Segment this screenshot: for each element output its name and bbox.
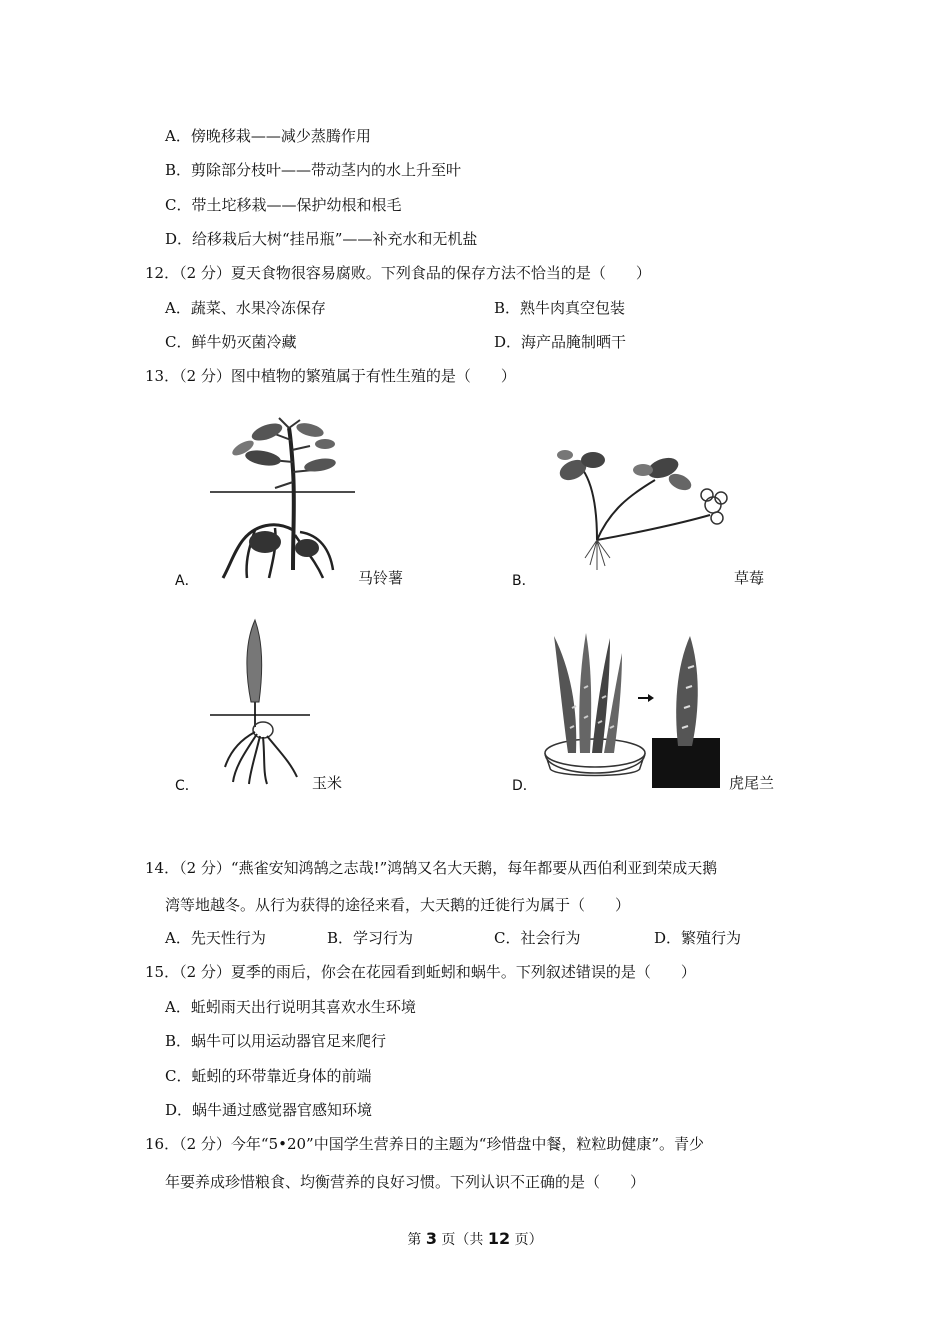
figure-b-name: 草莓 [734, 569, 765, 587]
q14-option-d: D．繁殖行为 [654, 929, 742, 947]
q14-stem-line2: 湾等地越冬。从行为获得的途径来看，大天鹅的迁徙行为属于（ ） [165, 896, 631, 914]
q15-option-a: A．蚯蚓雨天出行说明其喜欢水生环境 [165, 998, 416, 1016]
figure-a-label: A． [175, 573, 199, 589]
q12-option-a: A．蔬菜、水果冷冻保存 [165, 299, 326, 317]
footer-page-number: 3 [425, 1229, 437, 1248]
corn-seedling-figure [205, 612, 315, 787]
q12-stem: 12．（2 分）夏天食物很容易腐败。下列食品的保存方法不恰当的是（ ） [145, 264, 651, 282]
figure-b-label: B． [512, 573, 536, 589]
q16-stem-line2: 年要养成珍惜粮食、均衡营养的良好习惯。下列认识不正确的是（ ） [165, 1173, 646, 1191]
q14-stem-line1: 14．（2 分）“燕雀安知鸿鹄之志哉!”鸿鹄又名大天鹅，每年都要从西伯利亚到荣成天鹅 [145, 859, 718, 877]
q11-option-a: A．傍晚移栽——减少蒸腾作用 [165, 127, 371, 145]
q16-stem-line1: 16．（2 分）今年“5•20”中国学生营养日的主题为“珍惜盘中餐，粒粒助健康”。青少 [145, 1135, 705, 1153]
q11-option-d: D．给移栽后大树“挂吊瓶”——补充水和无机盐 [165, 230, 478, 248]
strawberry-plant-figure [535, 440, 735, 580]
q15-option-d: D．蜗牛通过感觉器官感知环境 [165, 1101, 373, 1119]
snake-plant-figure [540, 628, 740, 790]
figure-c-name: 玉米 [312, 774, 343, 792]
q13-stem: 13．（2 分）图中植物的繁殖属于有性生殖的是（ ） [145, 367, 516, 385]
footer-prefix: 第 [407, 1232, 426, 1248]
figure-d-name: 虎尾兰 [729, 774, 775, 792]
q15-option-b: B．蜗牛可以用运动器官足来爬行 [165, 1032, 387, 1050]
q11-option-b: B．剪除部分枝叶——带动茎内的水上升至叶 [165, 161, 462, 179]
figure-c-label: C． [175, 778, 199, 794]
q15-option-c: C．蚯蚓的环带靠近身体的前端 [165, 1067, 372, 1085]
footer-suffix: 页） [510, 1232, 543, 1248]
q14-option-b: B．学习行为 [327, 929, 414, 947]
footer-middle: 页（共 [436, 1232, 488, 1248]
page-footer [0, 1229, 950, 1249]
q14-option-c: C．社会行为 [494, 929, 581, 947]
q12-option-c: C．鲜牛奶灭菌冷藏 [165, 333, 297, 351]
potato-plant-figure [205, 410, 355, 580]
figure-d-label: D． [512, 778, 537, 794]
q15-stem: 15．（2 分）夏季的雨后，你会在花园看到蚯蚓和蜗牛。下列叙述错误的是（ ） [145, 963, 696, 981]
q14-option-a: A．先天性行为 [165, 929, 266, 947]
footer-total-pages: 12 [487, 1229, 511, 1248]
figure-a-name: 马铃薯 [358, 569, 404, 587]
q11-option-c: C．带土坨移栽——保护幼根和根毛 [165, 196, 402, 214]
q12-option-d: D．海产品腌制晒干 [494, 333, 627, 351]
q12-option-b: B．熟牛肉真空包装 [494, 299, 626, 317]
